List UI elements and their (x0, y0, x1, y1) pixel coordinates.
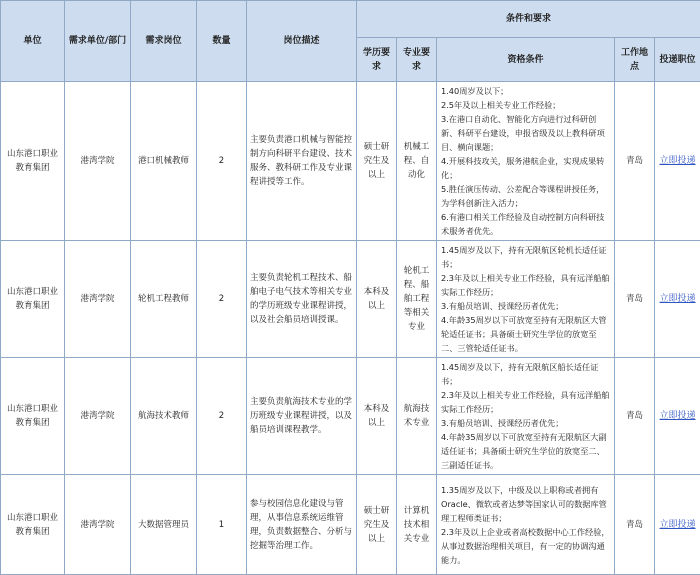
header-count: 数量 (197, 1, 247, 82)
cell-unit: 山东港口职业教育集团 (1, 82, 65, 241)
cell-count: 2 (197, 241, 247, 358)
header-apply: 投递职位 (655, 38, 700, 82)
cell-unit: 山东港口职业教育集团 (1, 358, 65, 475)
table-row (1, 82, 700, 241)
qualification-line: 2.3年及以上相关专业工作经验，具有远洋船舶实际工作经历； (441, 388, 610, 416)
cell-major: 轮机工程、船舶工程等相关专业 (397, 241, 437, 358)
apply-link[interactable]: 立即投递 (660, 156, 696, 166)
cell-location: 青岛 (615, 241, 655, 358)
cell-major: 机械工程、自动化 (397, 82, 437, 241)
apply-link[interactable]: 立即投递 (660, 520, 696, 530)
cell-position: 大数据管理员 (131, 475, 197, 575)
cell-count: 2 (197, 82, 247, 241)
cell-qualifications (437, 241, 615, 358)
qualification-line: 1.45周岁及以下，持有无限航区轮机长适任证书； (441, 243, 610, 271)
header-education: 学历要求 (357, 38, 397, 82)
apply-link[interactable]: 立即投递 (660, 294, 696, 304)
cell-qualifications (437, 358, 615, 475)
cell-dept: 港湾学院 (65, 241, 131, 358)
cell-position: 航海技术教师 (131, 358, 197, 475)
qualification-line: 1.35周岁及以下，中级及以上职称或者拥有Oracle、微软或者达梦等国家认可的数据库管理工程师类证书； (441, 483, 610, 525)
cell-education: 本科及以上 (357, 358, 397, 475)
cell-count: 1 (197, 475, 247, 575)
header-major: 专业要求 (397, 38, 437, 82)
qualification-line: 3.在港口自动化、智能化方向进行过科研创新、科研平台建设，申报省级及以上教科研项目、横向课题； (441, 112, 610, 154)
cell-description: 主要负责轮机工程技术、船舶电子电气技术等相关专业的学历班级专业课程讲授，以及社会船员培训授课。 (247, 241, 357, 358)
header-qualifications: 资格条件 (437, 38, 615, 82)
qualification-line: 1.45周岁及以下，持有无限航区船长适任证书； (441, 360, 610, 388)
header-location: 工作地点 (615, 38, 655, 82)
qualification-line: 4.年龄35周岁以下可放宽至持有无限航区大副适任证书；具备硕士研究生学位的放宽至二、三副适任证书。 (441, 430, 610, 472)
cell-location: 青岛 (615, 475, 655, 575)
qualification-line: 1.40周岁及以下； (441, 84, 610, 98)
cell-major: 航海技术专业 (397, 358, 437, 475)
header-unit: 单位 (1, 1, 65, 82)
cell-education: 本科及以上 (357, 241, 397, 358)
cell-major: 计算机技术相关专业 (397, 475, 437, 575)
cell-qualifications (437, 475, 615, 575)
cell-position: 港口机械教师 (131, 82, 197, 241)
qualification-line: 2.3年及以上企业或者高校数据中心工作经验，从事过数据治理相关项目，有一定的协调沟通能力。 (441, 525, 610, 567)
table-row (1, 241, 700, 358)
header-conditions: 条件和要求 (357, 1, 700, 38)
qualification-line: 3.有船员培训、授课经历者优先； (441, 416, 610, 430)
table-row (1, 475, 700, 575)
qualification-line: 4.年龄35周岁以下可放宽至持有无限航区大管轮适任证书；具备硕士研究生学位的放宽至二、三管轮适任证书。 (441, 313, 610, 355)
cell-count: 2 (197, 358, 247, 475)
cell-unit: 山东港口职业教育集团 (1, 241, 65, 358)
cell-location: 青岛 (615, 358, 655, 475)
cell-description: 主要负责港口机械与智能控制方向科研平台建设、技术服务、教科研工作及专业课程讲授等工作。 (247, 82, 357, 241)
cell-apply (655, 82, 700, 241)
qualification-line: 2.5年及以上相关专业工作经验； (441, 98, 610, 112)
cell-apply (655, 358, 700, 475)
table-row (1, 358, 700, 475)
cell-dept: 港湾学院 (65, 475, 131, 575)
qualification-line: 6.有港口相关工作经验及自动控制方向科研技术服务者优先。 (441, 210, 610, 238)
header-description: 岗位描述 (247, 1, 357, 82)
qualification-line: 3.有船员培训、授课经历者优先； (441, 299, 610, 313)
cell-position: 轮机工程教师 (131, 241, 197, 358)
cell-dept: 港湾学院 (65, 82, 131, 241)
cell-education: 硕士研究生及以上 (357, 475, 397, 575)
header-dept: 需求单位/部门 (65, 1, 131, 82)
qualification-line: 2.3年及以上相关专业工作经验，具有远洋船舶实际工作经历； (441, 271, 610, 299)
cell-qualifications (437, 82, 615, 241)
cell-description: 参与校园信息化建设与管理，从事信息系统运维管理，负责数据整合、分析与挖掘等治理工作。 (247, 475, 357, 575)
cell-education: 硕士研究生及以上 (357, 82, 397, 241)
cell-apply (655, 241, 700, 358)
header-position: 需求岗位 (131, 1, 197, 82)
qualification-line: 5.胜任演压传动、公差配合等课程讲授任务，为学科创新注入活力； (441, 182, 610, 210)
cell-unit: 山东港口职业教育集团 (1, 475, 65, 575)
apply-link[interactable]: 立即投递 (660, 411, 696, 421)
cell-dept: 港湾学院 (65, 358, 131, 475)
qualification-line: 4.开展科技攻关，服务港航企业，实现成果转化； (441, 154, 610, 182)
cell-description: 主要负责航海技术专业的学历班级专业课程讲授，以及船员培训课程教学。 (247, 358, 357, 475)
cell-apply (655, 475, 700, 575)
cell-location: 青岛 (615, 82, 655, 241)
